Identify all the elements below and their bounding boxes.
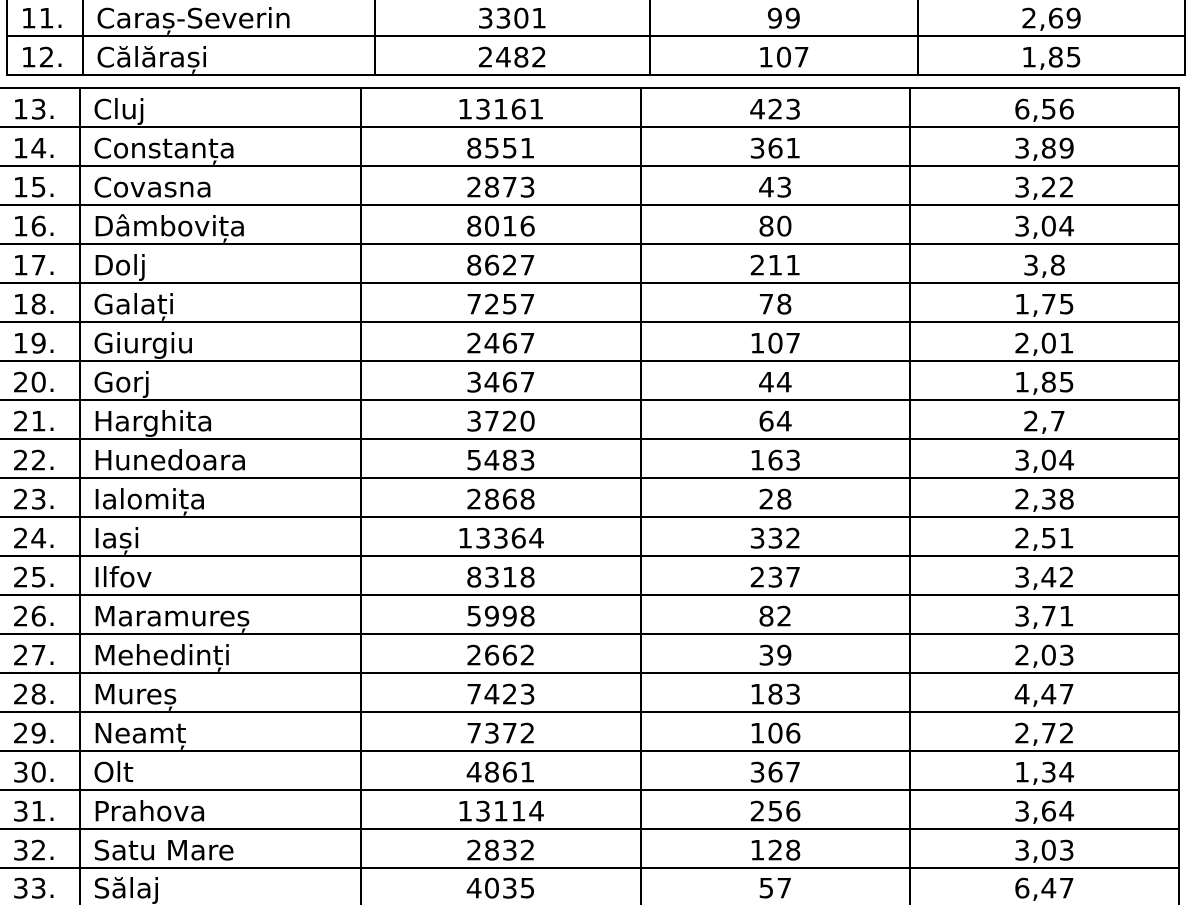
row-number-cell: 14.	[0, 127, 80, 166]
row-number-cell: 22.	[0, 439, 80, 478]
value-3-cell: 3,71	[910, 595, 1179, 634]
value-3-cell: 6,56	[910, 88, 1179, 127]
value-3-cell: 2,03	[910, 634, 1179, 673]
value-1-cell: 3301	[375, 0, 650, 36]
county-name-cell: Hunedoara	[80, 439, 361, 478]
value-3-cell: 1,85	[918, 36, 1185, 75]
table-row	[0, 751, 1179, 790]
value-1-cell: 13114	[361, 790, 641, 829]
row-number-cell: 28.	[0, 673, 80, 712]
value-3-cell: 3,22	[910, 166, 1179, 205]
value-1-cell: 2832	[361, 829, 641, 868]
table-row	[0, 673, 1179, 712]
county-name-cell: Sălaj	[80, 868, 361, 905]
value-3-cell: 6,47	[910, 868, 1179, 905]
county-name-cell: Dâmbovița	[80, 205, 361, 244]
value-3-cell: 1,85	[910, 361, 1179, 400]
row-number-cell: 12.	[7, 36, 83, 75]
value-2-cell: 57	[641, 868, 910, 905]
value-1-cell: 4861	[361, 751, 641, 790]
table-row	[0, 205, 1179, 244]
county-name-cell: Olt	[80, 751, 361, 790]
table-row	[0, 868, 1179, 905]
row-number-cell: 20.	[0, 361, 80, 400]
value-3-cell: 4,47	[910, 673, 1179, 712]
row-number-cell: 15.	[0, 166, 80, 205]
value-2-cell: 78	[641, 283, 910, 322]
value-1-cell: 2873	[361, 166, 641, 205]
county-name-cell: Caraș-Severin	[83, 0, 375, 36]
value-1-cell: 7257	[361, 283, 641, 322]
table-row	[0, 166, 1179, 205]
value-1-cell: 3720	[361, 400, 641, 439]
value-1-cell: 2482	[375, 36, 650, 75]
county-name-cell: Dolj	[80, 244, 361, 283]
value-1-cell: 7372	[361, 712, 641, 751]
table-row	[0, 829, 1179, 868]
value-1-cell: 13161	[361, 88, 641, 127]
value-3-cell: 3,42	[910, 556, 1179, 595]
county-table-top-fragment	[6, 0, 1186, 76]
county-name-cell: Prahova	[80, 790, 361, 829]
value-2-cell: 163	[641, 439, 910, 478]
value-1-cell: 3467	[361, 361, 641, 400]
value-2-cell: 107	[641, 322, 910, 361]
value-3-cell: 2,38	[910, 478, 1179, 517]
value-3-cell: 3,89	[910, 127, 1179, 166]
row-number-cell: 27.	[0, 634, 80, 673]
value-3-cell: 3,04	[910, 205, 1179, 244]
value-3-cell: 1,75	[910, 283, 1179, 322]
row-number-cell: 32.	[0, 829, 80, 868]
value-2-cell: 80	[641, 205, 910, 244]
value-2-cell: 128	[641, 829, 910, 868]
row-number-cell: 24.	[0, 517, 80, 556]
value-2-cell: 183	[641, 673, 910, 712]
value-1-cell: 8016	[361, 205, 641, 244]
county-table-main	[0, 87, 1180, 905]
row-number-cell: 21.	[0, 400, 80, 439]
table-row	[0, 439, 1179, 478]
value-2-cell: 423	[641, 88, 910, 127]
value-3-cell: 2,01	[910, 322, 1179, 361]
value-3-cell: 3,04	[910, 439, 1179, 478]
table-row	[0, 556, 1179, 595]
value-2-cell: 211	[641, 244, 910, 283]
row-number-cell: 18.	[0, 283, 80, 322]
county-name-cell: Constanța	[80, 127, 361, 166]
row-number-cell: 30.	[0, 751, 80, 790]
county-name-cell: Iași	[80, 517, 361, 556]
value-1-cell: 5998	[361, 595, 641, 634]
value-1-cell: 13364	[361, 517, 641, 556]
value-2-cell: 107	[650, 36, 918, 75]
value-1-cell: 2467	[361, 322, 641, 361]
value-1-cell: 8551	[361, 127, 641, 166]
county-name-cell: Covasna	[80, 166, 361, 205]
county-name-cell: Ialomița	[80, 478, 361, 517]
table-row	[0, 712, 1179, 751]
value-3-cell: 2,72	[910, 712, 1179, 751]
value-2-cell: 367	[641, 751, 910, 790]
county-name-cell: Satu Mare	[80, 829, 361, 868]
value-1-cell: 2868	[361, 478, 641, 517]
value-1-cell: 8318	[361, 556, 641, 595]
table-row	[0, 361, 1179, 400]
row-number-cell: 29.	[0, 712, 80, 751]
row-number-cell: 13.	[0, 88, 80, 127]
value-1-cell: 7423	[361, 673, 641, 712]
county-name-cell: Galați	[80, 283, 361, 322]
row-number-cell: 33.	[0, 868, 80, 905]
row-number-cell: 17.	[0, 244, 80, 283]
table-row	[0, 244, 1179, 283]
row-number-cell: 16.	[0, 205, 80, 244]
table-row	[0, 517, 1179, 556]
county-name-cell: Cluj	[80, 88, 361, 127]
table-row	[7, 36, 1185, 75]
table-row	[0, 790, 1179, 829]
value-2-cell: 28	[641, 478, 910, 517]
county-name-cell: Giurgiu	[80, 322, 361, 361]
value-1-cell: 8627	[361, 244, 641, 283]
value-1-cell: 2662	[361, 634, 641, 673]
table-row	[0, 478, 1179, 517]
row-number-cell: 19.	[0, 322, 80, 361]
table-row	[0, 283, 1179, 322]
table-row	[0, 127, 1179, 166]
value-2-cell: 99	[650, 0, 918, 36]
value-3-cell: 3,03	[910, 829, 1179, 868]
value-2-cell: 43	[641, 166, 910, 205]
table-row	[0, 634, 1179, 673]
value-2-cell: 64	[641, 400, 910, 439]
value-3-cell: 2,7	[910, 400, 1179, 439]
county-name-cell: Mehedinți	[80, 634, 361, 673]
value-2-cell: 237	[641, 556, 910, 595]
value-3-cell: 3,64	[910, 790, 1179, 829]
value-2-cell: 256	[641, 790, 910, 829]
value-2-cell: 44	[641, 361, 910, 400]
table-row	[0, 400, 1179, 439]
value-1-cell: 4035	[361, 868, 641, 905]
row-number-cell: 26.	[0, 595, 80, 634]
county-name-cell: Ilfov	[80, 556, 361, 595]
value-1-cell: 5483	[361, 439, 641, 478]
row-number-cell: 25.	[0, 556, 80, 595]
table-row	[0, 322, 1179, 361]
table-row	[0, 88, 1179, 127]
table-body-main	[0, 88, 1179, 905]
value-2-cell: 82	[641, 595, 910, 634]
value-2-cell: 361	[641, 127, 910, 166]
row-number-cell: 23.	[0, 478, 80, 517]
value-3-cell: 2,69	[918, 0, 1185, 36]
value-2-cell: 332	[641, 517, 910, 556]
county-name-cell: Gorj	[80, 361, 361, 400]
table-body-top	[7, 0, 1185, 75]
table-row	[0, 595, 1179, 634]
value-3-cell: 1,34	[910, 751, 1179, 790]
value-2-cell: 39	[641, 634, 910, 673]
value-2-cell: 106	[641, 712, 910, 751]
county-name-cell: Maramureș	[80, 595, 361, 634]
value-3-cell: 3,8	[910, 244, 1179, 283]
county-name-cell: Călărași	[83, 36, 375, 75]
value-3-cell: 2,51	[910, 517, 1179, 556]
table-row	[7, 0, 1185, 36]
county-name-cell: Harghita	[80, 400, 361, 439]
row-number-cell: 11.	[7, 0, 83, 36]
county-name-cell: Neamț	[80, 712, 361, 751]
county-name-cell: Mureș	[80, 673, 361, 712]
row-number-cell: 31.	[0, 790, 80, 829]
